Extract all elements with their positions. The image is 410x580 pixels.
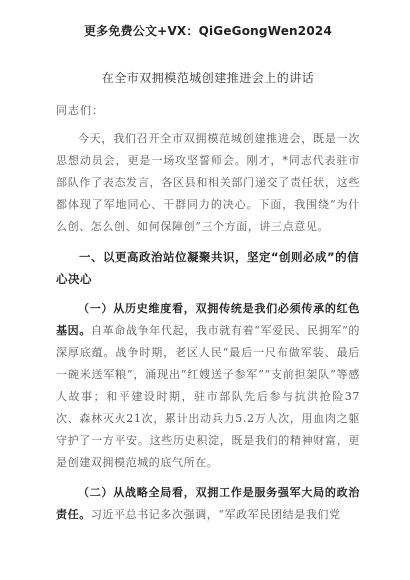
subsection-2-body: 习近平总书记多次强调，“军政军民团结是我们党 [90,508,341,521]
intro-paragraph: 今天，我们召开全市双拥模范城创建推进会，既是一次思想动员会，更是一场攻坚誓师会。刚才，*同志代表驻市部队作了表态发言，各区县和相关部门递交了责任状，这些都体现了军地同心、干群同力的决心。下面，我围绕“为什么创、怎么创、如何保障创”三个方面，讲三点意见。 [56,132,360,233]
section-heading-1: 一、以更高政治站位凝聚共识，坚定“创则必成”的信心决心 [56,250,360,286]
salutation: 同志们： [56,104,104,117]
subsection-1-paragraph [56,298,360,474]
subsection-2-lead: （二）从战略全局看，双拥工作是服务强军大局的政治责任。 [56,486,360,521]
subsection-1-body: 自革命战争年代起，我市就有着“军爱民、民拥军”的深厚底蕴。战争时期，老区人民“最后一尺布做军装、最后一碗米送军粮”，涌现出“红嫂送子参军”“支前担架队”等感人故事；和平建设时期，驻市部队先后参与抗洪抢险37次、森林灭火21次，累计出动兵力5.2万人次，用血肉之躯守护了一方平安。这些历史积淀，既是我们的精神财富，更是创建双拥模范城的底气所在。 [56,324,360,469]
header-banner: 更多免费公文+VX：QiGeGongWen2024 [83,24,332,38]
subsection-1-lead: （一）从历史维度看，双拥传统是我们必须传承的红色基因。 [56,302,360,337]
document-title: 在全市双拥模范城创建推进会上的讲话 [101,71,315,85]
subsection-2-paragraph [56,482,360,526]
